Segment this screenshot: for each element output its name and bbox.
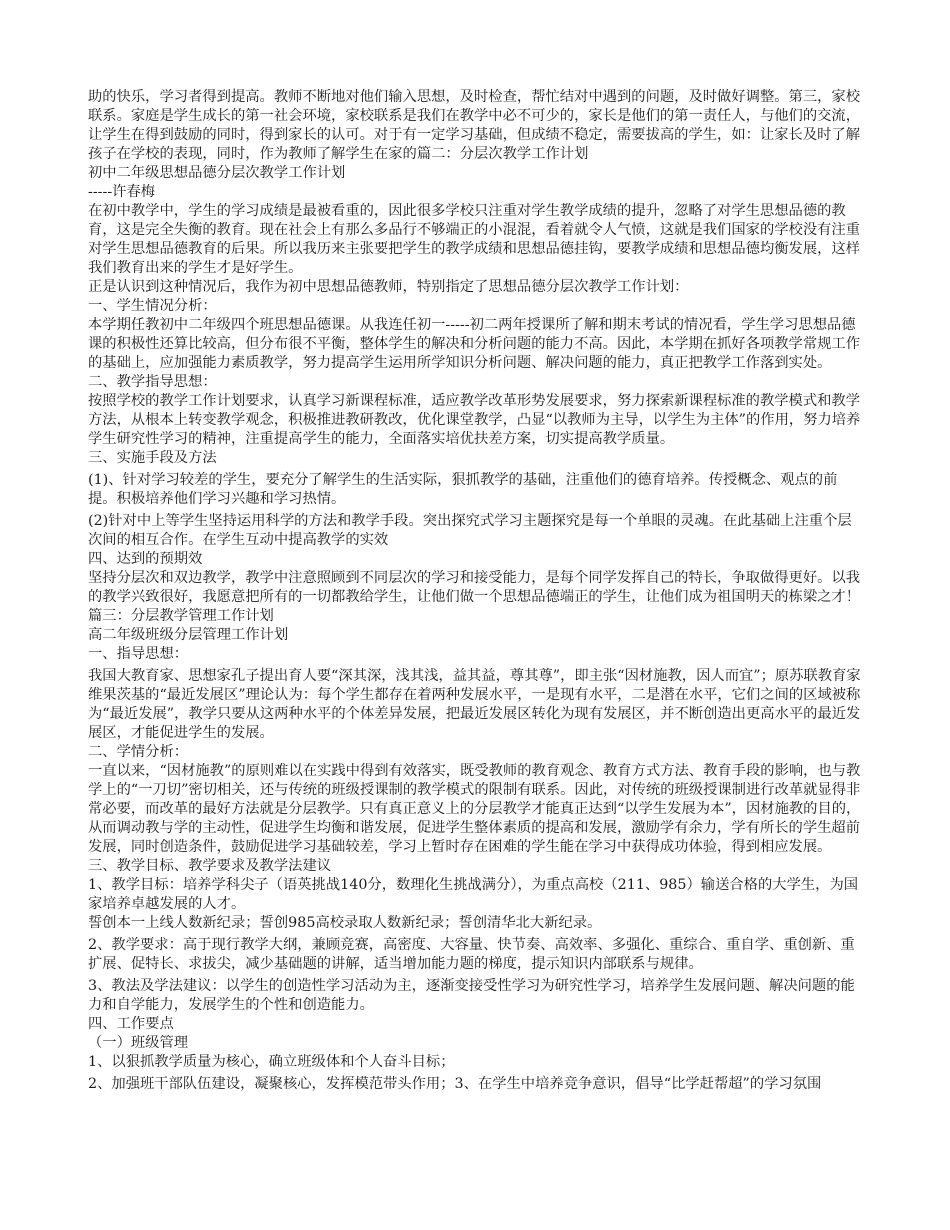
document-body [88, 88, 863, 1094]
heading: 三、教学目标、教学要求及教学法建议 [88, 858, 332, 874]
heading: 一、指导思想： [88, 646, 189, 662]
section-title: 高二年级班级分层管理工作计划 [88, 627, 289, 643]
subheading: （一）班级管理 [88, 1035, 189, 1051]
section-title: 初中二年级思想品德分层次教学工作计划 [88, 165, 346, 181]
paragraph: 按照学校的教学工作计划要求，认真学习新课程标准，适应教学改革形势发展要求，努力探索新课程标准的教学模式和教学方法，从根本上转变教学观念，积极推进教研教改，优化课堂教学，凸显“以教师为主导，以学生为主体”的作用，努力培养学生研究性学习的精神，注重提高学生的能力，全面落实培优扶差方案，切实提高教学质量。 [88, 393, 861, 447]
paragraph: 1、以狠抓教学质量为核心，确立班级体和个人奋斗目标； [88, 1054, 455, 1070]
paragraph: 正是认识到这种情况后，我作为初中思想品德教师，特别指定了思想品德分层次教学工作计划： [88, 279, 689, 295]
paragraph: (1)、针对学习较差的学生，要充分了解学生的生活实际，狠抓教学的基础，注重他们的德育培养。传授概念、观点的前提。积极培养他们学习兴趣和学习热情。 [88, 472, 838, 507]
heading: 三、实施手段及方法 [88, 450, 217, 466]
paragraph: 2、教学要求：高于现行教学大纲，兼顾竞赛，高密度、大容量、快节奏、高效率、多强化、重综合、重自学、重创新、重扩展、促特长、求拔尖，减少基础题的讲解，适当增加能力题的梯度，提示知识内部联系与规律。 [88, 937, 855, 972]
paragraph: 誓创本一上线人数新纪录；誓创985高校录取人数新纪录；誓创清华北大新纪录。 [88, 915, 602, 931]
paragraph: 本学期任教初中二年级四个班思想品德课。从我连任初一-----初二两年授课所了解和期末考试的情况看，学生学习思想品德课的积极性还算比较高，但分布很不平衡，整体学生的解决和分析问题的能力不高。因此，本学期在抓好各项教学常规工作的基础上，应加强能力素质教学，努力提高学生运用所学知识分析问题、解决问题的能力，真正把教学工作落到实处。 [88, 317, 861, 371]
heading: 二、教学指导思想： [88, 374, 217, 390]
paragraph: 2、加强班干部队伍建设，凝聚核心，发挥模范带头作用；3、在学生中培养竞争意识，倡导“比学赶帮超”的学习氛围 [88, 1076, 822, 1092]
author-line: -----许春梅 [88, 184, 156, 200]
paragraph: 我国大教育家、思想家孔子提出育人要“深其深，浅其浅，益其益，尊其尊”，即主张“因材施教，因人而宜”；原苏联教育家维果茨基的“最近发展区”理论认为：每个学生都存在着两种发展水平，一是现有水平，二是潜在水平，它们之间的区域被称为“最近发展”，教学只要从这两种水平的个体差异发展，把最近发展区转化为现有发展区，并不断创造出更高水平的最近发展区，才能促进学生的发展。 [88, 668, 861, 741]
paragraph: 一直以来，“因材施教”的原则难以在实践中得到有效落实，既受教师的教育观念、教育方式方法、教育手段的影响，也与教学上的“一刀切”密切相关，还与传统的班级授课制的教学模式的限制有联系。因此，对传统的班级授课制进行改革就显得非常必要，而改革的最好方法就是分层教学。只有真正意义上的分层教学才能真正达到“以学生发展为本”，因材施教的目的，从而调动教与学的主动性，促进学生均衡和谐发展，促进学生整体素质的提高和发展，激励学有余力，学有所长的学生超前发展，同时创造条件，鼓励促进学习基础较差，学习上暂时存在困难的学生能在学习中获得成功体验，得到相应发展。 [88, 763, 861, 855]
paragraph: (2)针对中上等学生坚持运用科学的方法和教学手段。突出探究式学习主题探究是每一个单眼的灵魂。在此基础上注重个层次间的相互合作。在学生互动中提高教学的实效 [88, 513, 852, 548]
paragraph: 1、教学目标：培养学科尖子（语英挑战140分，数理化生挑战满分），为重点高校（211、985）输送合格的大学生，为国家培养卓越发展的人才。 [88, 877, 859, 912]
paragraph: 3、教法及学法建议：以学生的创造性学习活动为主，逐渐变接受性学习为研究性学习，培养学生发展问题、解决问题的能力和自学能力，发展学生的个性和创造能力。 [88, 978, 855, 1013]
paragraph: 坚持分层次和双边教学，教学中注意照顾到不同层次的学习和接受能力，是每个同学发挥自己的特长，争取做得更好。以我的教学兴致很好，我愿意把所有的一切都教给学生，让他们做一个思想品德端正的学生，让他们成为祖国明天的栋梁之才！篇三：分层教学管理工作计划 [88, 570, 861, 624]
heading: 四、工作要点 [88, 1016, 174, 1032]
paragraph: 在初中教学中，学生的学习成绩是最被看重的，因此很多学校只注重对学生教学成绩的提升，忽略了对学生思想品德的教育，这是完全失衡的教育。现在社会上有那么多品行不够端正的小混混，看着就令人气愤，这就是我们国家的学校没有注重对学生思想品德教育的后果。所以我历来主张要把学生的教学成绩和思想品德挂钩，要教学成绩和思想品德均衡发展，这样我们教育出来的学生才是好学生。 [88, 203, 861, 276]
heading: 四、达到的预期效 [88, 551, 203, 567]
heading: 一、学生情况分析： [88, 298, 217, 314]
heading: 二、学情分析： [88, 744, 189, 760]
paragraph: 助的快乐，学习者得到提高。教师不断地对他们输入思想，及时检查，帮忙结对中遇到的问题，及时做好调整。第三，家校联系。家庭是学生成长的第一社会环境，家校联系是我们在教学中必不可少的，家长是他们的第一责任人，与他们的交流，让学生在得到鼓励的同时，得到家长的认可。对于有一定学习基础，但成绩不稳定，需要拔高的学生，如：让家长及时了解孩子在学校的表现，同时，作为教师了解学生在家的篇二：分层次教学工作计划 [88, 89, 861, 162]
